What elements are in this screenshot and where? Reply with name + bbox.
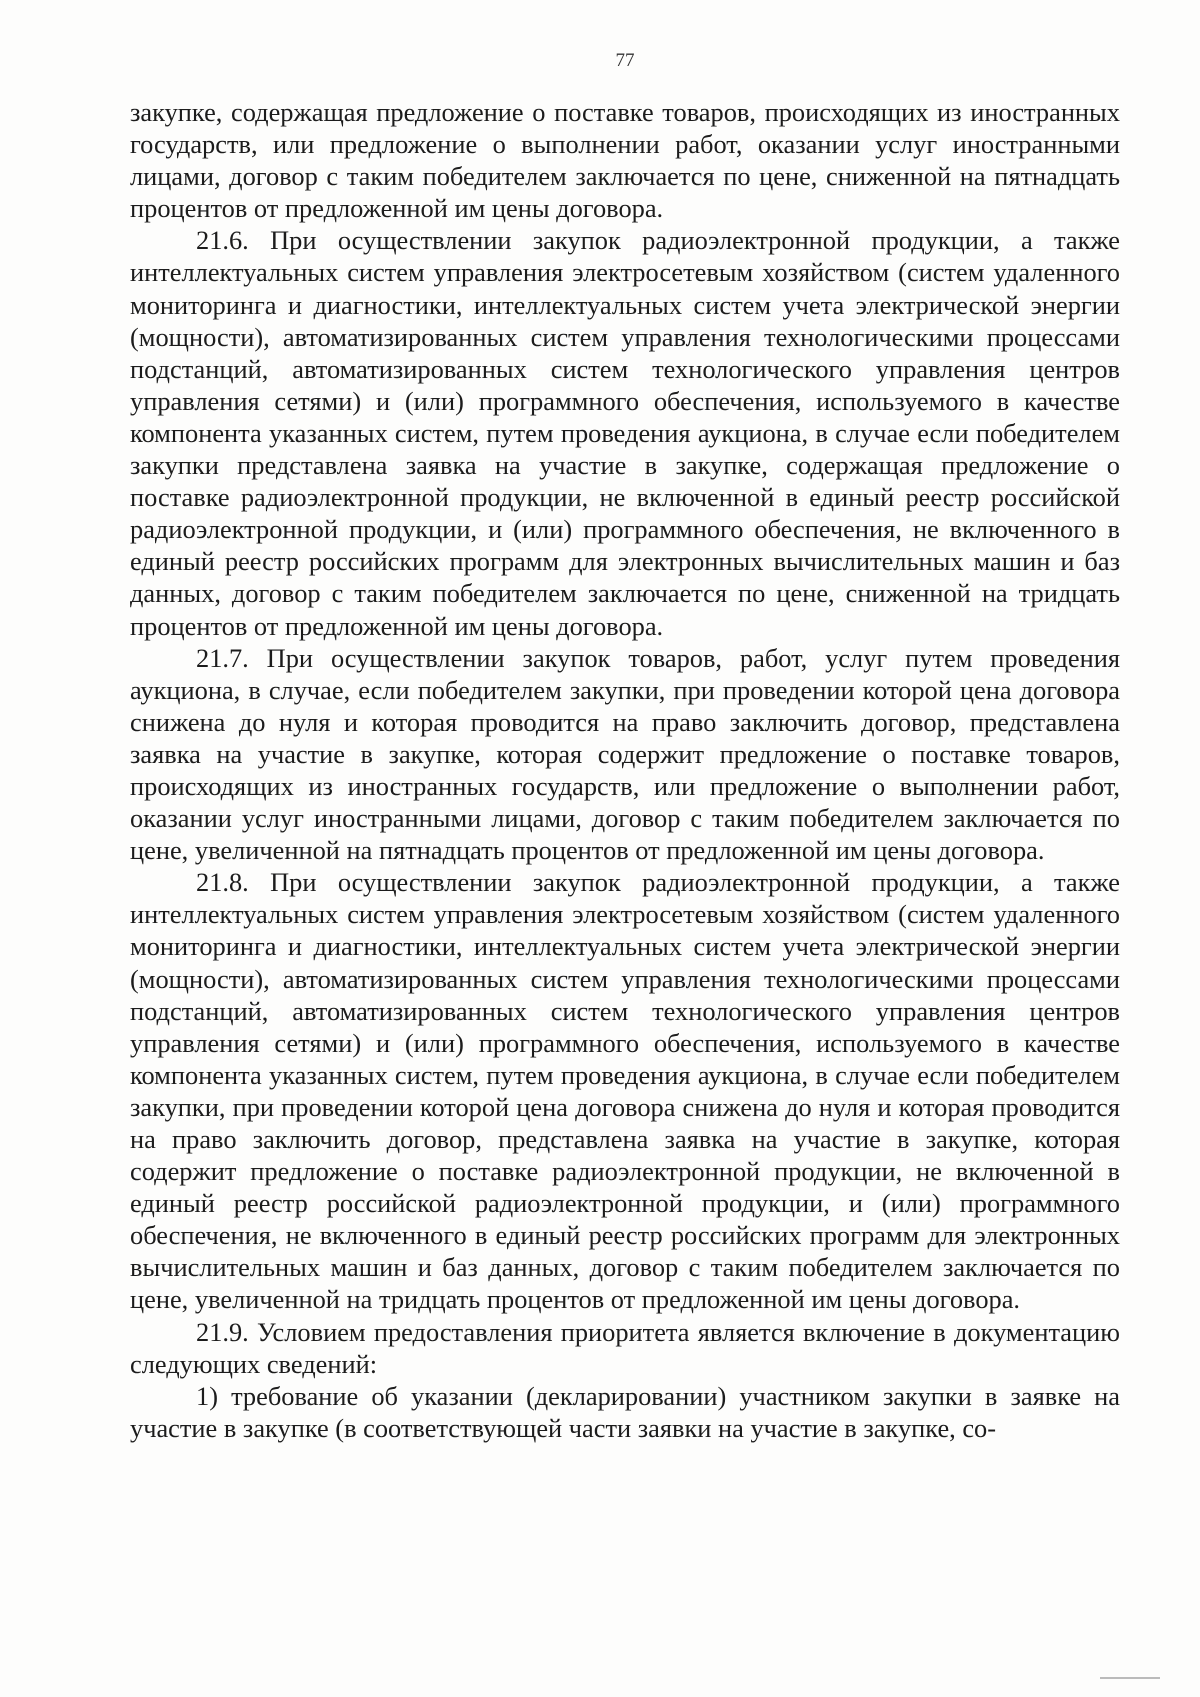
paragraph-21-9: 21.9. Условием предоставления приоритета является включение в документацию следующих сведений: [130,1316,1120,1379]
scan-edge-mark [1100,1677,1160,1687]
document-body [130,96,1120,1444]
paragraph-21-8: 21.8. При осуществлении закупок радиоэлектронной продукции, а также интеллектуальных систем управления электросетевым хозяйством (систем удаленного мониторинга и диагностики, интеллектуальных систем учета электрической энергии (мощности), автоматизированных систем управления технологическими процессами подстанций, автоматизированных систем технологического управления центров управления сетями) и (или) программного обеспечения, используемого в качестве компонента указанных систем, путем проведения аукциона, в случае если победителем закупки, при проведении которой цена договора снижена до нуля и которая проводится на право заключить договор, представлена заявка на участие в закупке, которая содержит предложение о поставке радиоэлектронной продукции, не включенной в единый реестр российской радиоэлектронной продукции, и (или) программного обеспечения, не включенного в единый реестр российских программ для электронных вычислительных машин и баз данных, договор с таким победителем заключается по цене, увеличенной на тридцать процентов от предложенной им цены договора. [130,867,1120,1315]
paragraph-21-7: 21.7. При осуществлении закупок товаров, работ, услуг путем проведения аукциона, в случае, если победителем закупки, при проведении которой цена договора снижена до нуля и которая проводится на право заключить договор, представлена заявка на участие в закупке, которая содержит предложение о поставке товаров, происходящих из иностранных государств, или предложение о выполнении работ, оказании услуг иностранными лицами, договор с таким победителем заключается по цене, увеличенной на пятнадцать процентов от предложенной им цены договора. [130,642,1120,866]
page-number: 77 [615,50,635,71]
paragraph-item-1: 1) требование об указании (декларировании) участником закупки в заявке на участие в закупке (в соответствующей части заявки на участие в закупке, со- [130,1380,1120,1443]
paragraph-continuation: закупке, содержащая предложение о поставке товаров, происходящих из иностранных государств, или предложение о выполнении работ, оказании услуг иностранными лицами, договор с таким победителем заключается по цене, сниженной на пятнадцать процентов от предложенной им цены договора. [130,97,1120,224]
paragraph-21-6: 21.6. При осуществлении закупок радиоэлектронной продукции, а также интеллектуальных систем управления электросетевым хозяйством (систем удаленного мониторинга и диагностики, интеллектуальных систем учета электрической энергии (мощности), автоматизированных систем управления технологическими процессами подстанций, автоматизированных систем технологического управления центров управления сетями) и (или) программного обеспечения, используемого в качестве компонента указанных систем, путем проведения аукциона, в случае если победителем закупки представлена заявка на участие в закупке, содержащая предложение о поставке радиоэлектронной продукции, не включенной в единый реестр российской радиоэлектронной продукции, и (или) программного обеспечения, не включенного в единый реестр российских программ для электронных вычислительных машин и баз данных, договор с таким победителем заключается по цене, сниженной на тридцать процентов от предложенной им цены договора. [130,225,1120,641]
